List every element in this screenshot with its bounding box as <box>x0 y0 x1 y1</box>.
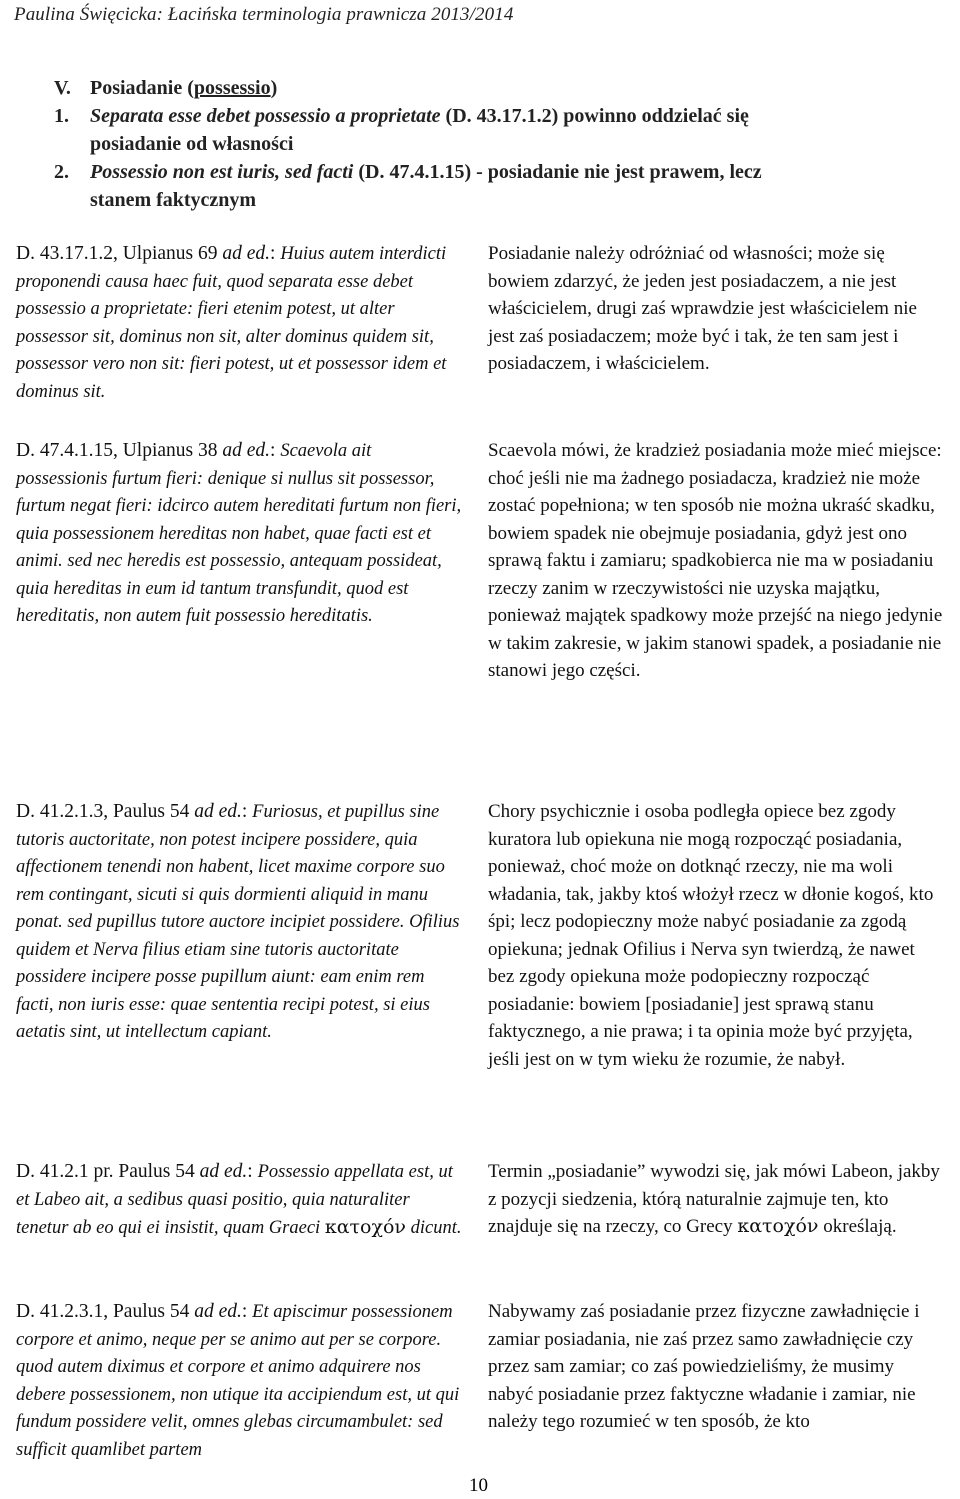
section-term: possessio <box>193 77 271 99</box>
section-number: V. <box>54 77 71 99</box>
citation: D. 41.2.1.3, Paulus 54 ad ed.: <box>16 801 253 822</box>
polish-translation: Scaevola mówi, że kradzież posiadania może mieć miejsce: choć jeśli nie ma żadnego posiadacza, kradzież nie może zostać popełniona; w ten sposób nie można ukraść skadku, bowiem spadek nie obejmuje posiadania, gdyż jest ono sprawą faktu i zamiaru; spadkobierca nie ma w posiadaniu rzeczy zanim w rzeczywistości nie uzyska majątku, ponieważ majątek spadkowy może przejść na niego jedynie w takim zakresie, w jakim stanowi spadek, a posiadanie nie stanowi jego części. <box>488 440 943 681</box>
latin-text: D. 41.2.1.3, Paulus 54 ad ed.: Furiosus, et pupillus sine tutoris auctoritate, non potest incipere possidere, quia affectionem tenendi non habent, licet maxime corpore suo rem contingant, sicuti si quis dormienti aliquid in manu ponat. sed pupillus tutore auctore incipiet possidere. Ofilius quidem et Nerva filius etiam sine tutoris auctoritate possidere incipere posse pupillum aiunt: eam enim rem facti, non iuris esse: quae sententia recipi potest, si eius aetatis sint, ut intellectum capiant. <box>16 801 460 1042</box>
citation: D. 43.17.1.2, Ulpianus 69 ad ed.: <box>16 243 281 264</box>
page-number: 10 <box>469 1475 488 1496</box>
maxim-2: 2. Possessio non est iuris, sed facti (D. 47.4.1.15) - posiadanie nie jest prawem, lecz <box>54 161 762 183</box>
greek-term: κατοχόν <box>737 1215 819 1237</box>
citation: D. 41.2.1 pr. Paulus 54 ad ed.: <box>16 1161 258 1182</box>
running-header: Paulina Święcicka: Łacińska terminologia prawnicza 2013/2014 <box>14 4 514 25</box>
latin-text: D. 41.2.1 pr. Paulus 54 ad ed.: Possessio appellata est, ut et Labeo ait, a sedibus quasi positio, quia naturaliter tenetur ab eo qui ei insistit, quam Graeci κατοχόν dicunt. <box>16 1161 462 1238</box>
citation: D. 47.4.1.15, Ulpianus 38 ad ed.: <box>16 440 281 461</box>
polish-translation: Posiadanie należy odróżniać od własności; może się bowiem zdarzyć, że jeden jest posiadaczem, a nie jest właścicielem, drugi zaś wprawdzie jest właścicielem nie jest zaś posiadaczem; może być i tak, że ten sam jest i posiadaczem, i właścicielem. <box>488 243 917 374</box>
polish-translation: Nabywamy zaś posiadanie przez fizyczne zawładnięcie i zamiar posiadania, nie zaś przez samo zawładnięcie czy przez sam zamiar; co zaś powiedzieliśmy, że musimy nabyć posiadanie przez faktyczne władanie i zamiar, nie należy tego rozumieć w ten sposób, że kto <box>488 1301 920 1432</box>
greek-term: κατοχόν <box>324 1216 406 1238</box>
maxim-1: 1. Separata esse debet possessio a proprietate (D. 43.17.1.2) powinno oddzielać się <box>54 105 749 127</box>
maxim-2-continued: stanem faktycznym <box>90 189 257 211</box>
citation: D. 41.2.3.1, Paulus 54 ad ed.: <box>16 1301 253 1322</box>
polish-translation: Chory psychicznie i osoba podległa opiece bez zgody kuratora lub opiekuna nie mogą rozpocząć posiadania, ponieważ, choć może on dotknąć rzeczy, nie ma woli władania, tak, jakby ktoś włożył rzecz w dłonie kogoś, kto śpi; lecz podopieczny może nabyć posiadanie za zgodą opiekuna; jednak Ofilius i Nerva syn twierdzą, że nawet bez zgody opiekuna może podopieczny rozpocząć posiadanie: bowiem [posiadanie] jest sprawą stanu faktycznego, a nie prawa; i ta opinia może być przyjęta, jeśli jest on w tym wieku że rozumie, że nabył. <box>488 801 934 1070</box>
polish-translation: Termin „posiadanie” wywodzi się, jak mówi Labeon, jakby z pozycji siedzenia, którą naturalnie zajmuje ten, kto znajduje się na rzeczy, co Grecy κατοχόν określają. <box>488 1161 940 1237</box>
latin-text: D. 41.2.3.1, Paulus 54 ad ed.: Et apiscimur possessionem corpore et animo, neque per se animo aut per se corpore. quod autem diximus et corpore et animo adquirere nos debere possessionem, non utique ita accipiendum est, ut qui fundum possidere velit, omnes glebas circumambulet: sed sufficit quamlibet partem <box>16 1301 460 1460</box>
latin-text: D. 47.4.1.15, Ulpianus 38 ad ed.: Scaevola ait possessionis furtum fieri: denique si nullus sit possessor, furtum negat fieri: idcirco autem hereditati furtum non fieri, quia possessionem hereditas non habet, quae facti est et animi. sed nec heredis est possessio, antequam possideat, quia hereditas in eum id tantum transfundit, quod est hereditatis, non autem fuit possessio hereditatis. <box>16 440 462 626</box>
maxim-1-continued: posiadanie od własności <box>90 133 294 155</box>
section-heading-block <box>54 74 944 214</box>
section-title: V. Posiadanie (possessio) <box>54 74 944 102</box>
latin-text: D. 43.17.1.2, Ulpianus 69 ad ed.: Huius autem interdicti proponendi causa haec fuit, quod separata esse debet possessio a proprietate: fieri etenim potest, ut alter possessor sit, dominus non sit, alter dominus quidem sit, possessor vero non sit: fieri potest, ut et possessor idem et dominus sit. <box>16 243 447 402</box>
